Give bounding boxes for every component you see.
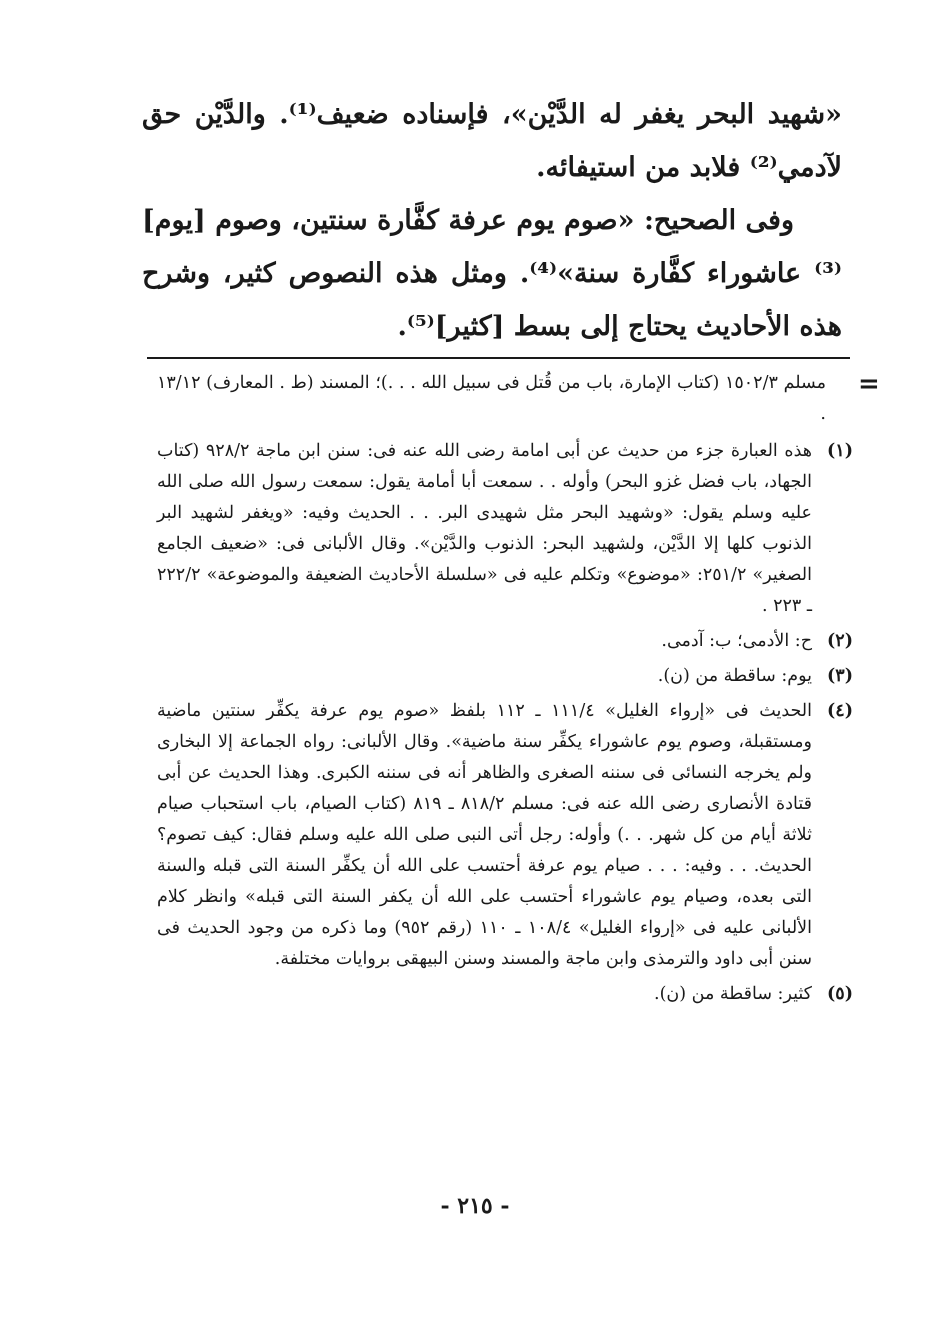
footnote-continuation: مسلم ١٥٠٢/٣ (كتاب الإمارة، باب من قُتل فى سبيل الله . . .)؛ المسند (ط . المعارف) ١٣/١٢ . — [157, 373, 826, 424]
footnote-text: هذه العبارة جزء من حديث عن أبى امامة رضى الله عنه فى: سنن ابن ماجة ٩٢٨/٢ (كتاب الجهاد، باب فضل غزو البحر) وأوله . . سمعت أبا أمامة يقول: سمعت رسول الله صلى الله عليه وسلم يقول: «وشهيد البحر مثل شهيدى البر. . . الحديث وفيه: «ويغفر لشهيد البر الذنوب كلها إلا الدَّيْن، ولشهيد البحر: الذنوب والدَّيْن». وقال الألبانى فى: «ضعيف الجامع الصغير» ٢٥١/٢: «موضوع» وتكلم عليه فى «سلسلة الأحاديث الضعيفة والموضوعة» ٢٢٢/٢ ـ ٢٢٣ . — [157, 441, 812, 616]
footnote-text: يوم: ساقطة من (ن). — [657, 666, 812, 686]
margin-continuation-mark: = — [858, 369, 880, 399]
main-paragraph: «شهيد البحر يغفر له الدَّيْن»، فإسناده ضعيف⁽¹⁾. والدَّيْن حق لآدمي⁽²⁾ فلابد من استيفائه. — [142, 99, 842, 183]
footnote-number: (٥) — [827, 984, 853, 1004]
footnote-number: (١) — [827, 441, 853, 461]
footnote-number: (٢) — [827, 631, 853, 651]
footnote-number: (٤) — [827, 701, 853, 721]
main-paragraph: وفى الصحيح: «صوم يوم عرفة كفَّارة سنتين، وصوم [يوم]⁽³⁾ عاشوراء كفَّارة سنة»⁽⁴⁾. ومثل هذه النصوص كثير، وشرح هذه الأحاديث يحتاج إلى بسط [كثير]⁽⁵⁾. — [142, 205, 842, 342]
page-number: - ٢١٥ - — [440, 1193, 510, 1219]
footnote-text: الحديث فى «إرواء الغليل» ١١١/٤ ـ ١١٢ بلفظ «صوم يوم عرفة يكفِّر سنتين ماضية ومستقبلة، وصوم يوم عاشوراء يكفِّر سنة ماضية». وقال الألبانى: رواه الجماعة إلا البخارى ولم يخرجه النسائى فى سننه الصغرى والظاهر أنه فى سننه الكبرى. وهذا الحديث عن أبى قتادة الأنصارى رضى الله عنه فى: مسلم ٨١٨/٢ ـ ٨١٩ (كتاب الصيام، باب استحباب صيام ثلاثة أيام من كل شهر. . .) وأوله: رجل أتى النبى صلى الله عليه وسلم فقال: كيف تصوم؟ الحديث. . . وفيه: . . . صيام يوم عرفة أحتسب على الله أن يكفِّر السنة التى قبله والسنة التى بعده، وصيام يوم عاشوراء أحتسب على الله أن يكفر السنة التى قبله» وانظر كلام الألبانى عليه فى «إرواء الغليل» ١٠٨/٤ ـ ١١٠ (رقم ٩٥٢) وما ذكره من وجود الحديث فى سنن أبى داود والترمذى وابن ماجة والمسند وسنن البيهقى بروايات مختلفة. — [157, 701, 813, 969]
footnote-1 — [157, 436, 862, 622]
footnote-number: (٣) — [827, 666, 853, 686]
footnote-4 — [157, 696, 862, 975]
footnote-3 — [157, 661, 862, 692]
main-body-text — [142, 88, 842, 353]
footnotes-section — [157, 368, 862, 1014]
footnote-text: ح: الأدمى؛ ب: آدمى. — [661, 631, 812, 651]
footnote-2 — [157, 626, 862, 657]
footnote-text: كثير: ساقطة من (ن). — [654, 984, 812, 1004]
footnote-separator — [147, 357, 850, 359]
footnote-5 — [157, 979, 862, 1010]
